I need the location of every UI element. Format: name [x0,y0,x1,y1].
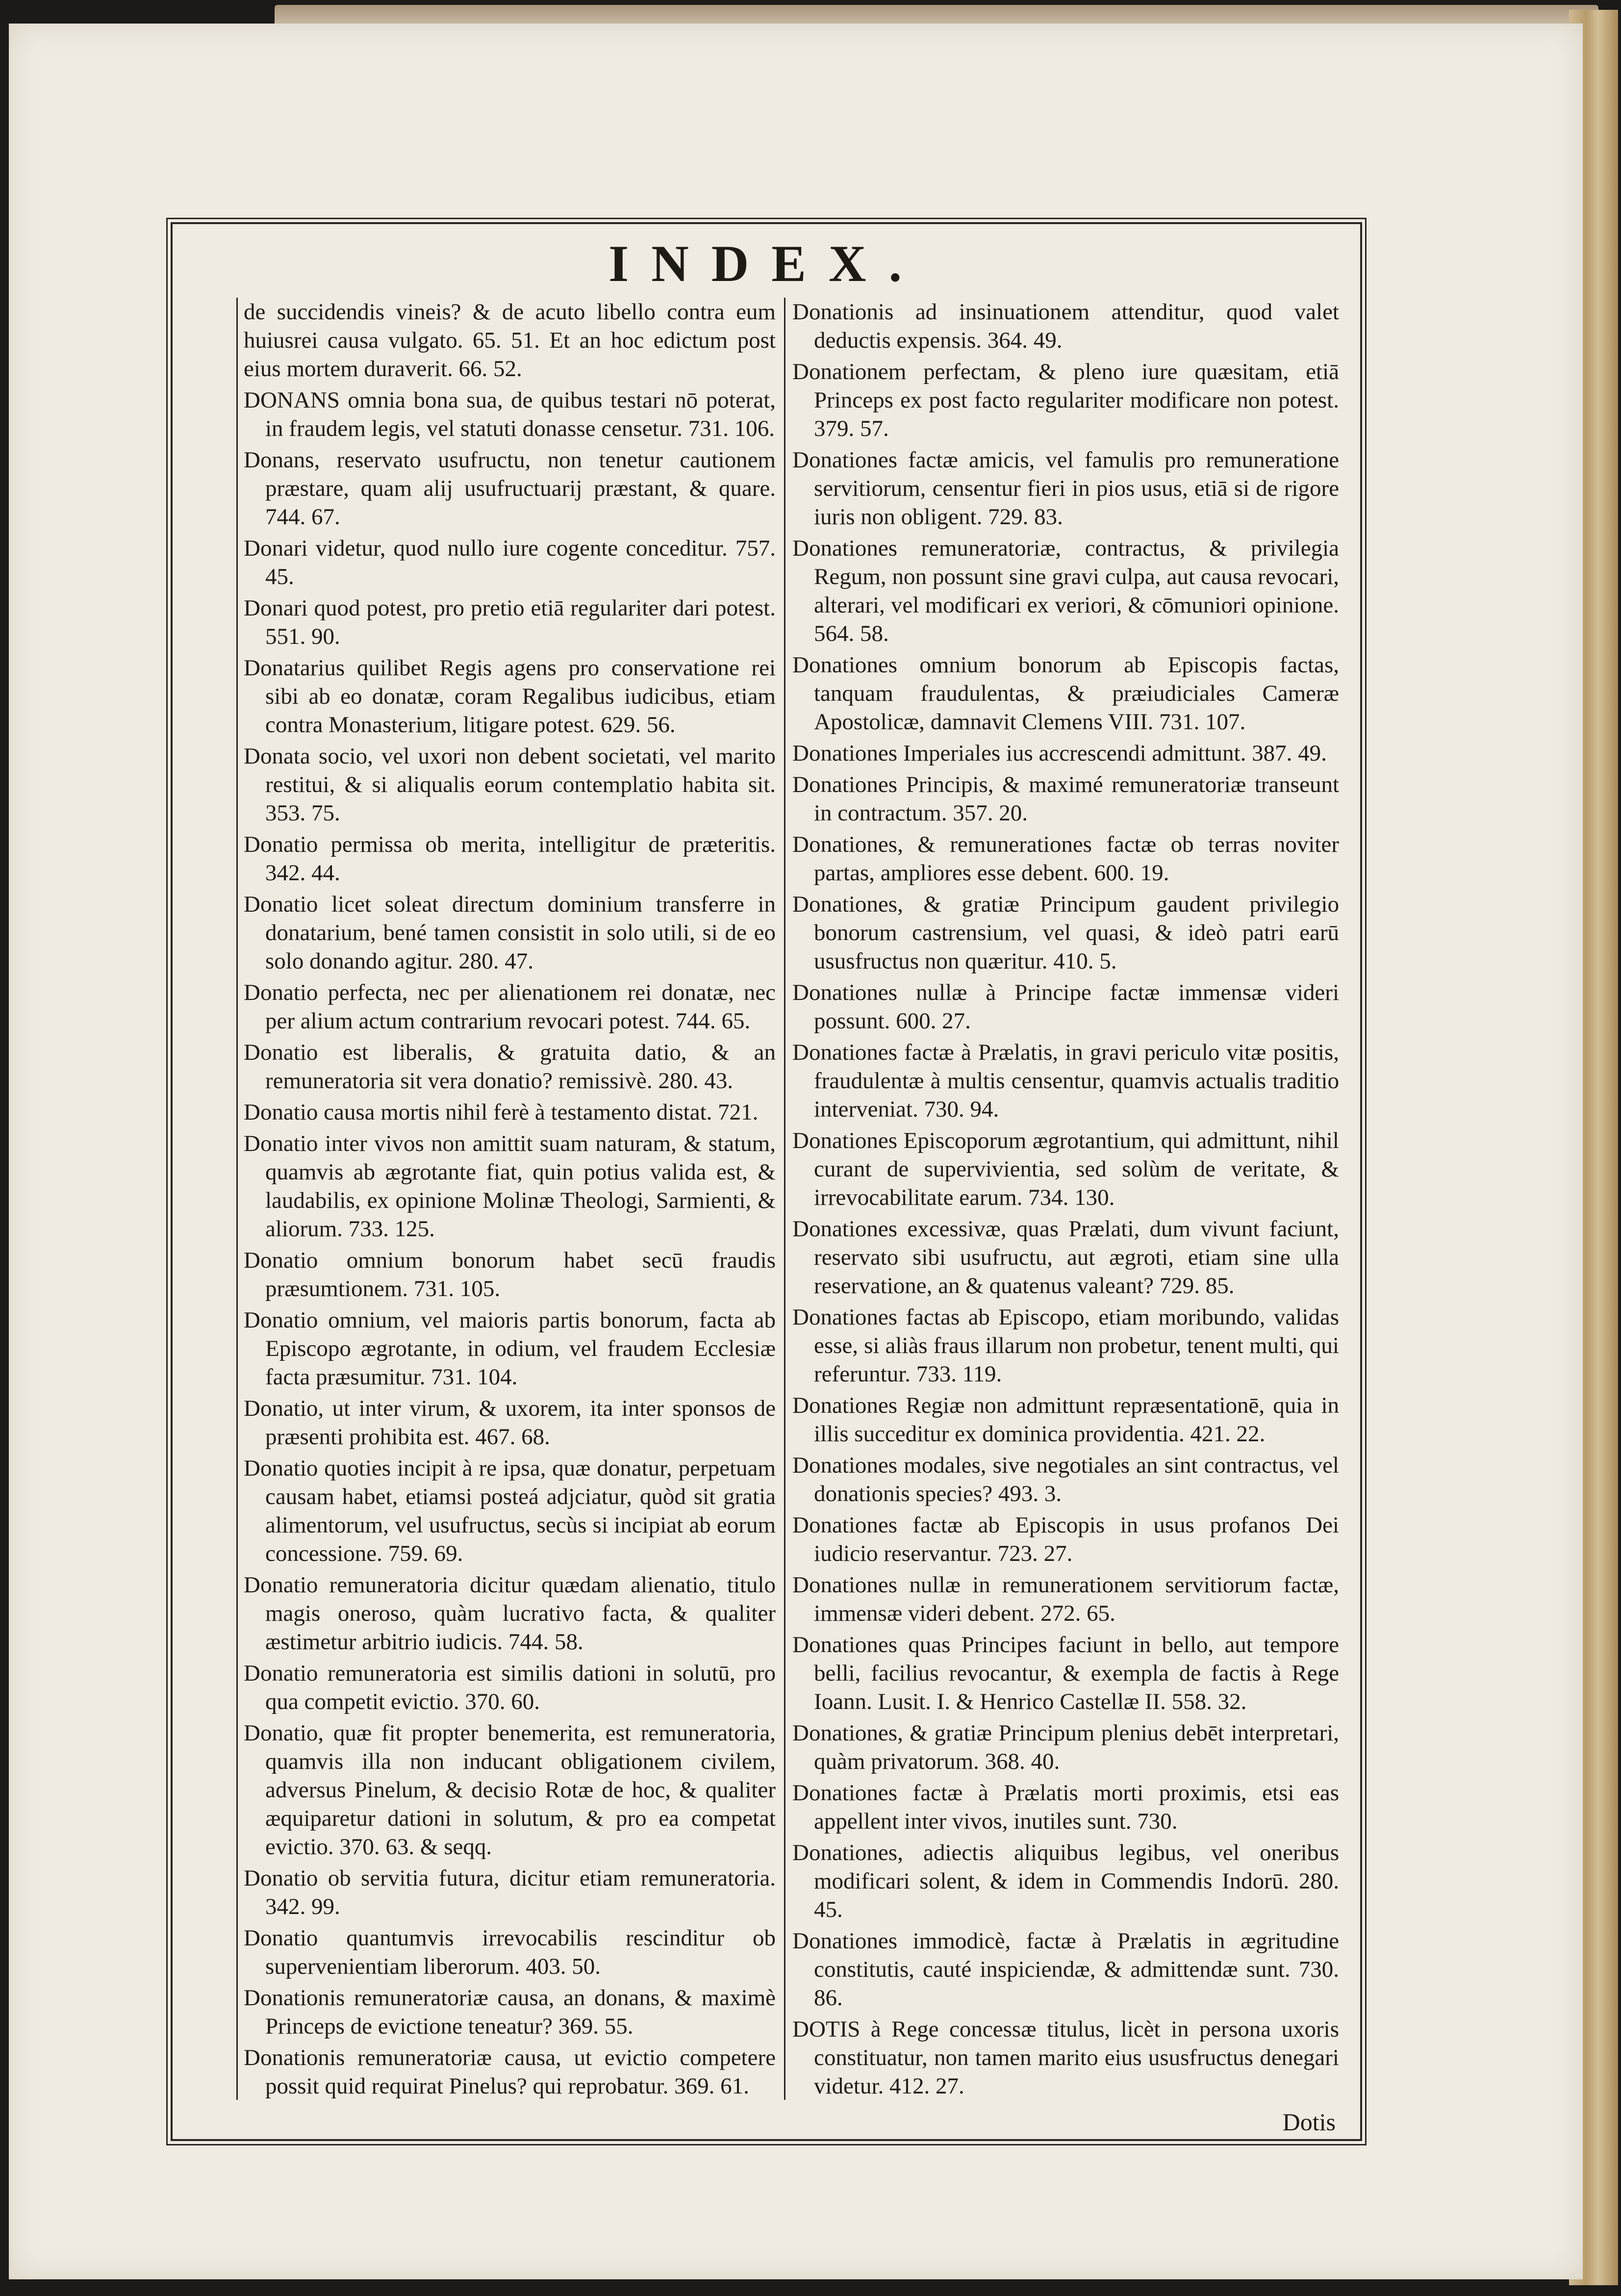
index-entry: Donatio quantumvis irrevocabilis rescinditur ob supervenientiam liberorum. 403. 50. [244,1925,776,1979]
index-entry: Donationes remuneratoriæ, contractus, & privilegia Regum, non possunt sine gravi culpa, aut causa revocari, alterari, vel modificari ex veriori, & cōmuniori opinione. 564. 58. [792,536,1339,646]
index-entry: Donationes Imperiales ius accrescendi admittunt. 387. 49. [792,740,1327,766]
index-entry: Donatio remuneratoria dicitur quædam alienatio, titulo magis oneroso, quàm lucrativo facta, & qualiter æstimetur arbitrio iudicis. 744. 58. [244,1572,776,1655]
index-entry: Donationes factæ à Prælatis, in gravi periculo vitæ positis, fraudulentæ à multis censentur, quamvis actualis traditio interveniat. 730. 94. [792,1040,1339,1122]
index-entry: DOTIS à Rege concessæ titulus, licèt in persona uxoris constituatur, non tamen marito eius ususfructus denegari videtur. 412. 27. [792,2016,1339,2099]
index-entry: Donatio remuneratoria est similis dationi in solutū, pro qua competit evictio. 370. 60. [244,1660,776,1714]
index-entry: Donationes nullæ in remunerationem servitiorum factæ, immensæ videri debent. 272. 65. [792,1572,1339,1626]
index-entry: Donans, reservato usufructu, non tenetur cautionem præstare, quam alij usufructuarij præstant, & quare. 744. 67. [244,447,776,530]
index-entry: Donationis ad insinuationem attenditur, quod valet deductis expensis. 364. 49. [792,299,1339,353]
index-entry: Donatio licet soleat directum dominium transferre in donatarium, bené tamen consistit in solo utili, si de eo solo donando agitur. 280. 47. [244,892,776,974]
index-entry: Donationes Regiæ non admittunt repræsentationē, quia in illis succeditur ex dominica providentia. 421. 22. [792,1393,1339,1447]
index-entry: Donatio omnium bonorum habet secū fraudis præsumtionem. 731. 105. [244,1248,776,1301]
index-entry: Donatio quoties incipit à re ipsa, quæ donatur, perpetuam causam habet, etiamsi posteá adjciatur, quòd sit gratia alimentorum, vel usufructus, secùs si incipiat ab eorum concessione. 759. 69. [244,1455,776,1566]
index-entry: Donatio inter vivos non amittit suam naturam, & statum, quamvis ab ægrotante fiat, quin potius valida est, & laudabilis, ex opinione Molinæ Theologi, Sarmienti, & aliorum. 733. 125. [244,1131,776,1242]
index-entry: Donatio permissa ob merita, intelligitur de præteritis. 342. 44. [244,832,776,886]
index-entry: Donatio causa mortis nihil ferè à testamento distat. 721. [244,1099,759,1125]
index-entry: Donationes modales, sive negotiales an sint contractus, vel donationis species? 493. 3. [792,1453,1339,1506]
index-entry: Donatio est liberalis, & gratuita datio, & an remuneratoria sit vera donatio? remissivè. 280. 43. [244,1040,776,1094]
index-entry: Donationes nullæ à Principe factæ immensæ videri possunt. 600. 27. [792,980,1339,1034]
index-entry: Donationes factas ab Episcopo, etiam moribundo, validas esse, si aliàs fraus illarum non probetur, tenent multi, qui referuntur. 733. 119. [792,1304,1339,1387]
index-entry: Donatio, ut inter virum, & uxorem, ita inter sponsos de præsenti prohibita est. 467. 68. [244,1396,776,1450]
index-entry: Donationes excessivæ, quas Prælati, dum vivunt faciunt, reservato sibi usufructu, aut ægroti, etiam sine ulla reservatione, an & quatenus valeant? 729. 85. [792,1216,1339,1299]
index-entry: Donationes, & remunerationes factæ ob terras noviter partas, ampliores esse debent. 600. 19. [792,832,1339,886]
book-page [9,24,1583,2279]
index-entry: Donationes, & gratiæ Principum plenius debēt interpretari, quàm privatorum. 368. 40. [792,1720,1339,1774]
index-entry: Donationes factæ ab Episcopis in usus profanos Dei iudicio reservantur. 723. 27. [792,1512,1339,1566]
index-entry: Donatarius quilibet Regis agens pro conservatione rei sibi ab eo donatæ, coram Regalibus iudicibus, etiam contra Monasterium, litigare potest. 629. 56. [244,655,776,738]
index-entry: Donatio ob servitia futura, dicitur etiam remuneratoria. 342. 99. [244,1865,776,1919]
index-entry: Donationes quas Principes faciunt in bello, aut tempore belli, facilius revocantur, & exempla de factis à Rege Ioann. Lusit. I. & Henrico Castellæ II. 558. 32. [792,1632,1339,1714]
index-entry: DONANS omnia bona sua, de quibus testari nō poterat, in fraudem legis, vel statuti donasse censetur. 731. 106. [244,387,776,441]
index-entry: Donari quod potest, pro pretio etiā regulariter dari potest. 551. 90. [244,595,776,649]
index-entry: Donata socio, vel uxori non debent societati, vel marito restitui, & si aliqualis eorum contemplatio habita sit. 353. 75. [244,743,776,826]
index-entry: Donationes immodicè, factæ à Prælatis in ægritudine constitutis, cauté inspiciendæ, & admittendæ sunt. 730. 86. [792,1928,1339,2011]
index-entry: Donatio, quæ fit propter benemerita, est remuneratoria, quamvis illa non inducant obligationem civilem, adversus Pinelum, & decisio Rotæ de hoc, & qualiter æquiparetur dationi in solutum, & pro ea competat evictio. 370. 63. & seqq. [244,1720,776,1860]
index-entry: Donationem perfectam, & pleno iure quæsitam, etiā Princeps ex post facto regulariter modificare non potest. 379. 57. [792,359,1339,441]
index-entry: Donationis remuneratoriæ causa, ut evictio competere possit quid requirat Pinelus? qui reprobatur. 369. 61. [244,2045,776,2099]
index-frame [171,222,1362,2141]
page-title: INDEX. [608,235,925,292]
catchword: Dotis [1282,2108,1336,2136]
index-entry: Donari videtur, quod nullo iure cogente conceditur. 757. 45. [244,536,776,589]
right-column [784,298,1339,2100]
index-entry: Donatio perfecta, nec per alienationem rei donatæ, nec per alium actum contrarium revocari potest. 744. 65. [244,980,776,1034]
index-entry: Donationes factæ à Prælatis morti proximis, etsi eas appellent inter vivos, inutiles sunt. 730. [792,1780,1339,1834]
index-entry: Donationes, & gratiæ Principum gaudent privilegio bonorum castrensium, vel quasi, & ideò patri earū ususfructus non quæritur. 410. 5. [792,892,1339,974]
index-entry: Donationes omnium bonorum ab Episcopis factas, tanquam fraudulentas, & præiudiciales Cameræ Apostolicæ, damnavit Clemens VIII. 731. 107. [792,652,1339,735]
index-entry: Donationes Principis, & maximé remuneratoriæ transeunt in contractum. 357. 20. [792,772,1339,826]
index-entry: de succidendis vineis? & de acuto libello contra eum huiusrei causa vulgato. 65. 51. Et an hoc edictum post eius mortem duraverit. 66. 52. [244,299,776,382]
index-entry: Donatio omnium, vel maioris partis bonorum, facta ab Episcopo ægrotante, in odium, vel fraudem Ecclesiæ facta præsumitur. 731. 104. [244,1307,776,1390]
index-entry: Donationis remuneratoriæ causa, an donans, & maximè Princeps de evictione teneatur? 369. 55. [244,1985,776,2039]
index-entry: Donationes, adiectis aliquibus legibus, vel oneribus modificari solent, & idem in Commendis Indorū. 280. 45. [792,1840,1339,1922]
index-entry: Donationes Episcoporum ægrotantium, qui admittunt, nihil curant de supervivientia, sed solùm de veritate, & irrevocabilitate earum. 734. 130. [792,1128,1339,1210]
left-column [236,298,776,2100]
index-entry: Donationes factæ amicis, vel famulis pro remuneratione servitiorum, censentur fieri in pios usus, etiā si de rigore iuris non obligent. 729. 83. [792,447,1339,530]
